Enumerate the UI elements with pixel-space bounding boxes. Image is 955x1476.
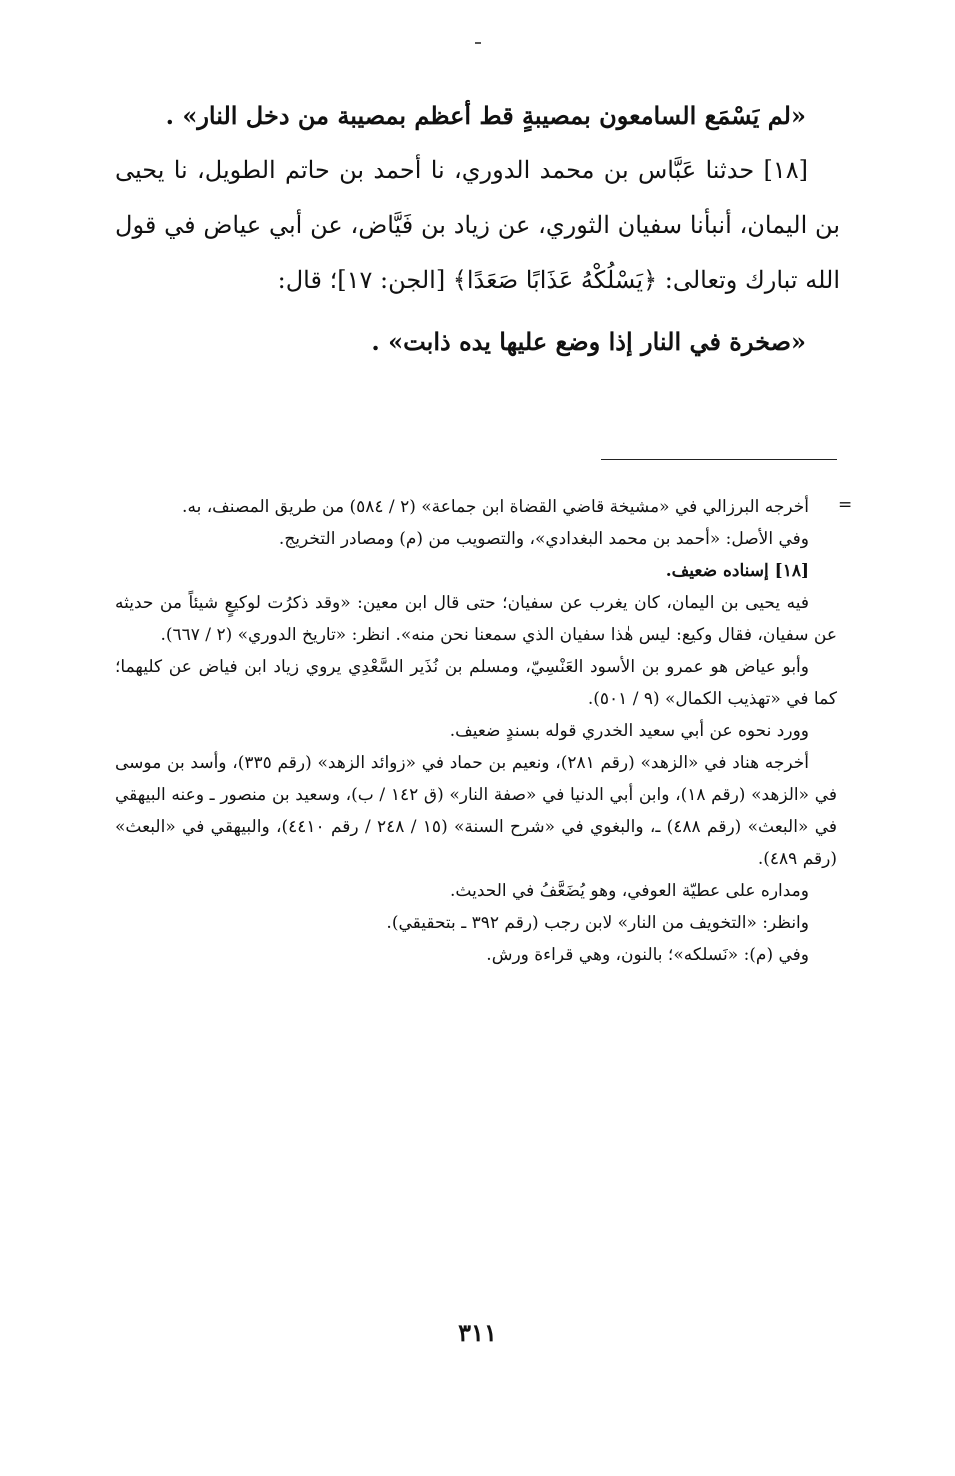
footnote-line: وورد نحوه عن أبي سعيد الخدري قوله بسندٍ ضعيف. (449, 721, 809, 741)
main-text (115, 88, 840, 369)
footnote-line: وفي (م): «نَسلكه»؛ بالنون، وهي قراءة ورش. (486, 945, 809, 965)
footnote-line: أخرجه هناد في «الزهد» (رقم ٢٨١)، ونعيم بن حماد في «زوائد الزهد» (رقم ٣٣٥)، وأسد بن موسى في «الزهد» (رقم ١٨)، وابن أبي الدنيا في «صفة النار» (ق ١٤٢ / ب)، وسعيد بن منصور ـ وعنه البيهقي في «البعث» (رقم ٤٨٨) ـ، والبغوي في «شرح السنة» (١٥ / ٢٤٨ / رقم ٤٤١٠)، والبيهقي في «البعث» (رقم ٤٨٩). (115, 753, 838, 869)
quote-1: «لم يَسْمَع السامعون بمصيبةٍ قط أعظم بمصيبة من دخل النار» . (165, 101, 806, 130)
footnote-line: أخرجه البرزالي في «مشيخة قاضي القضاة ابن جماعة» (٢ / ٥٨٤) من طريق المصنف، به. (182, 497, 809, 517)
top-mark (475, 42, 481, 44)
page-number: ٣١١ (458, 1318, 497, 1347)
footnote-line: فيه يحيى بن اليمان، كان يغرب عن سفيان؛ حتى قال ابن معين: «وقد ذكرُت لوكيعٍ شيئاً من حديثه عن سفيان، فقال وكيع: ليس هٰذا سفيان الذي سمعنا نحن منه». انظر: «تاريخ الدوري» (٢ / ٦٦٧). (115, 593, 837, 645)
footnote-line: وانظر: «التخويف من النار» لابن رجب (رقم ٣٩٢ ـ بتحقيقي). (386, 913, 809, 933)
footnote-heading: [١٨] إسناده ضعيف. (665, 561, 809, 581)
hadith-18: [١٨] حدثنا عَبَّاس بن محمد الدوري، نا أحمد بن حاتم الطويل، نا يحيى بن اليمان، أنبأنا سفيان الثوري، عن زياد بن فَيَّاض، عن أبي عياض في قول الله تبارك وتعالى: ﴿يَسْلُكْهُ عَذَابًا صَعَدًا﴾ [الجن: ١٧]؛ قال: (115, 156, 840, 294)
footnote-continuation-mark: = (838, 495, 853, 515)
footnote-line: وأبو عياض هو عمرو بن الأسود العَنْسِيّ، ومسلم بن نُذَير السَّعْدِي يروي زياد ابن فياض عن كليهما؛ كما في «تهذيب الكمال» (٩ / ٥٠١). (115, 657, 837, 709)
footnote-line: وفي الأصل: «أحمد بن محمد البغدادي»، والتصويب من (م) ومصادر التخريج. (278, 529, 809, 549)
footnote-separator (601, 459, 837, 460)
footnotes (115, 491, 837, 971)
quote-2: «صخرة في النار إذا وضع عليها يده ذابت» . (371, 327, 806, 356)
footnote-line: ومداره على عطيّة العوفي، وهو يُضَعَّفُ في الحديث. (449, 881, 809, 901)
